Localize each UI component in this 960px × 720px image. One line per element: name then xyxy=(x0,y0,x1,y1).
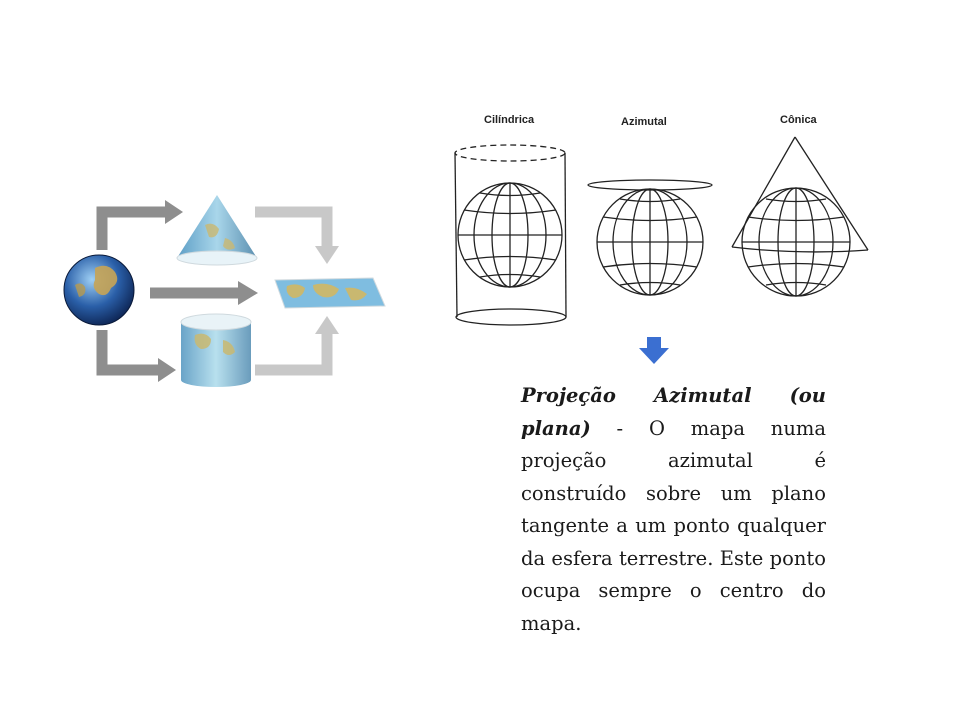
arrow-cone-to-map xyxy=(255,212,339,264)
arrow-globe-to-map xyxy=(150,281,258,305)
projection-process-illustration xyxy=(55,190,395,390)
azimuthal-label: Azimutal xyxy=(621,116,667,128)
azimuthal-projection-drawing xyxy=(588,180,712,295)
arrow-globe-to-cone xyxy=(102,200,183,250)
projection-types-diagram xyxy=(440,105,880,335)
conical-projection-drawing xyxy=(732,137,868,296)
conical-label: Cônica xyxy=(780,114,817,126)
flat-map-icon xyxy=(275,278,385,308)
cylinder-icon xyxy=(181,314,251,387)
cylindrical-label: Cilíndrica xyxy=(484,114,535,126)
caption-title: Projeção Azimutal (ou plana) xyxy=(521,384,826,440)
arrow-cylinder-to-map xyxy=(255,316,339,370)
arrow-globe-to-cylinder xyxy=(102,330,176,382)
globe-icon xyxy=(64,255,134,325)
caption-body: O mapa numa projeção azimutal é construído sobre um plano tangente a um ponto qualquer da esfera terrestre. Este ponto ocupa sempre o centro do mapa. xyxy=(521,416,826,635)
down-arrow-icon xyxy=(638,336,670,366)
azimuthal-projection-caption xyxy=(521,380,826,640)
cone-icon xyxy=(177,195,257,265)
cylindrical-projection-drawing xyxy=(455,145,566,325)
caption-separator: - xyxy=(590,416,649,440)
